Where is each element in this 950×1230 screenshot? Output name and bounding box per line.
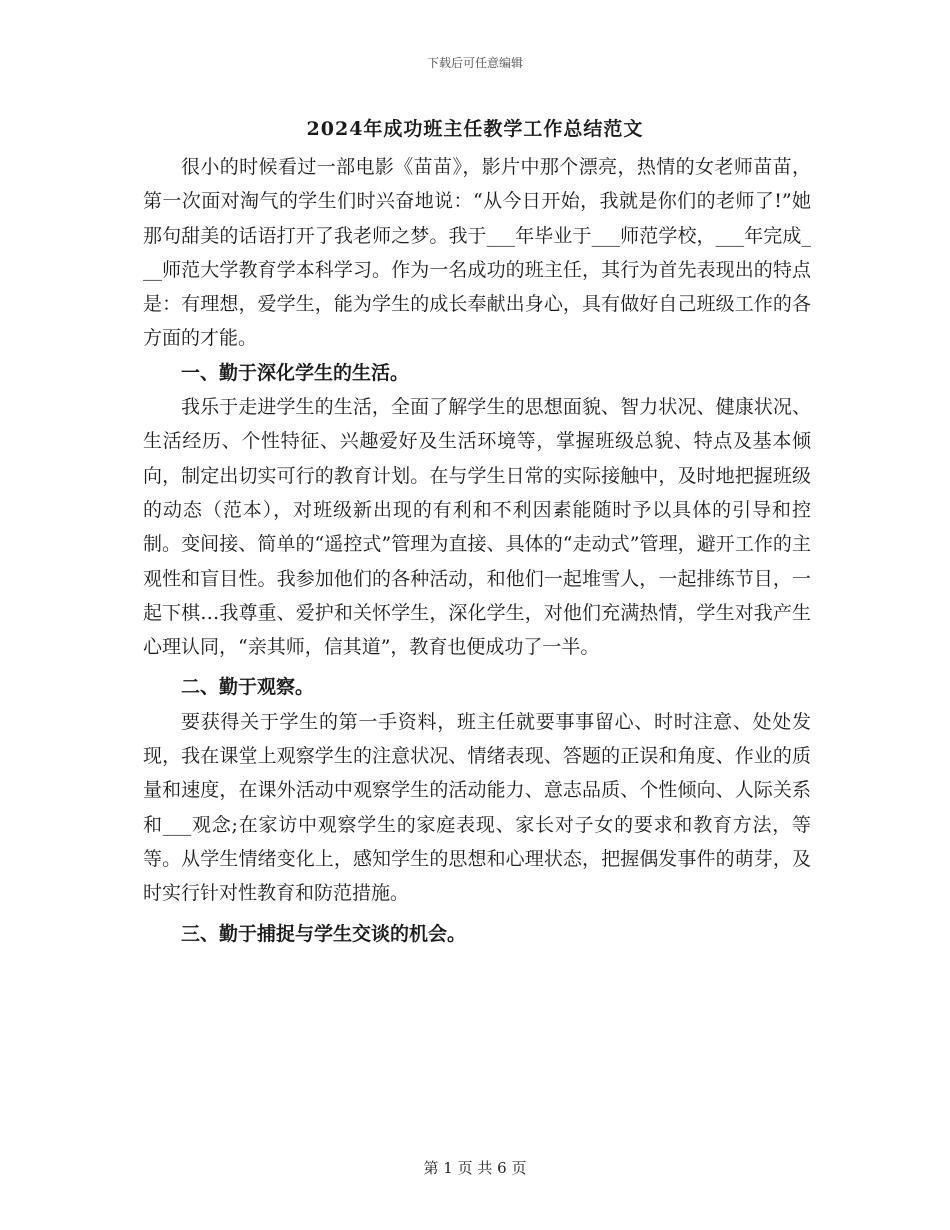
intro-paragraph: 很小的时候看过一部电影《苗苗》，影片中那个漂亮，热情的女老师苗苗，第一次面对淘气的学生们时兴奋地说：“从今日开始，我就是你们的老师了!”她那句甜美的话语打开了我老师之梦。我于___年毕业于___师范学校，___年完成___师范大学教育学本科学习。作为一名成功的班主任，其行为首先表现出的特点是：有理想，爱学生，能为学生的成长奉献出身心，具有做好自己班级工作的各方面的才能。 (143, 156, 811, 350)
section-heading-1: 一、勤于深化学生的生活。 (181, 361, 410, 384)
section-body-1: 我乐于走进学生的生活，全面了解学生的思想面貌、智力状况、健康状况、生活经历、个性特征、兴趣爱好及生活环境等，掌握班级总貌、特点及基本倾向，制定出切实可行的教育计划。在与学生日常的实际接触中，及时地把握班级的动态（范本），对班级新出现的有利和不利因素能随时予以具体的引导和控制。变间接、简单的“遥控式”管理为直接、具体的“走动式”管理，避开工作的主观性和盲目性。我参加他们的各种活动，和他们一起堆雪人，一起排练节目，一起下棋…我尊重、爱护和关怀学生，深化学生，对他们充满热情，学生对我产生心理认同，“亲其师，信其道”，教育也便成功了一半。 (143, 396, 811, 659)
section-heading-2: 二、勤于观察。 (181, 676, 315, 699)
document-title: 2024年成功班主任教学工作总结范文 (306, 118, 644, 140)
section-heading-3: 三、勤于捕捉与学生交谈的机会。 (181, 922, 467, 945)
page-header-note: 下载后可任意编辑 (426, 56, 523, 70)
document-body (143, 150, 811, 951)
section-body-2: 要获得关于学生的第一手资料，班主任就要事事留心、时时注意、处处发现，我在课堂上观察学生的注意状况、情绪表现、答题的正误和角度、作业的质量和速度，在课外活动中观察学生的活动能力、意志品质、个性倾向、人际关系和___观念;在家访中观察学生的家庭表现、家长对子女的要求和教育方法，等等。从学生情绪变化上，感知学生的思想和心理状态，把握偶发事件的萌芽，及时实行针对性教育和防范措施。 (143, 710, 811, 905)
page-number: 第 1 页 共 6 页 (423, 1159, 527, 1177)
